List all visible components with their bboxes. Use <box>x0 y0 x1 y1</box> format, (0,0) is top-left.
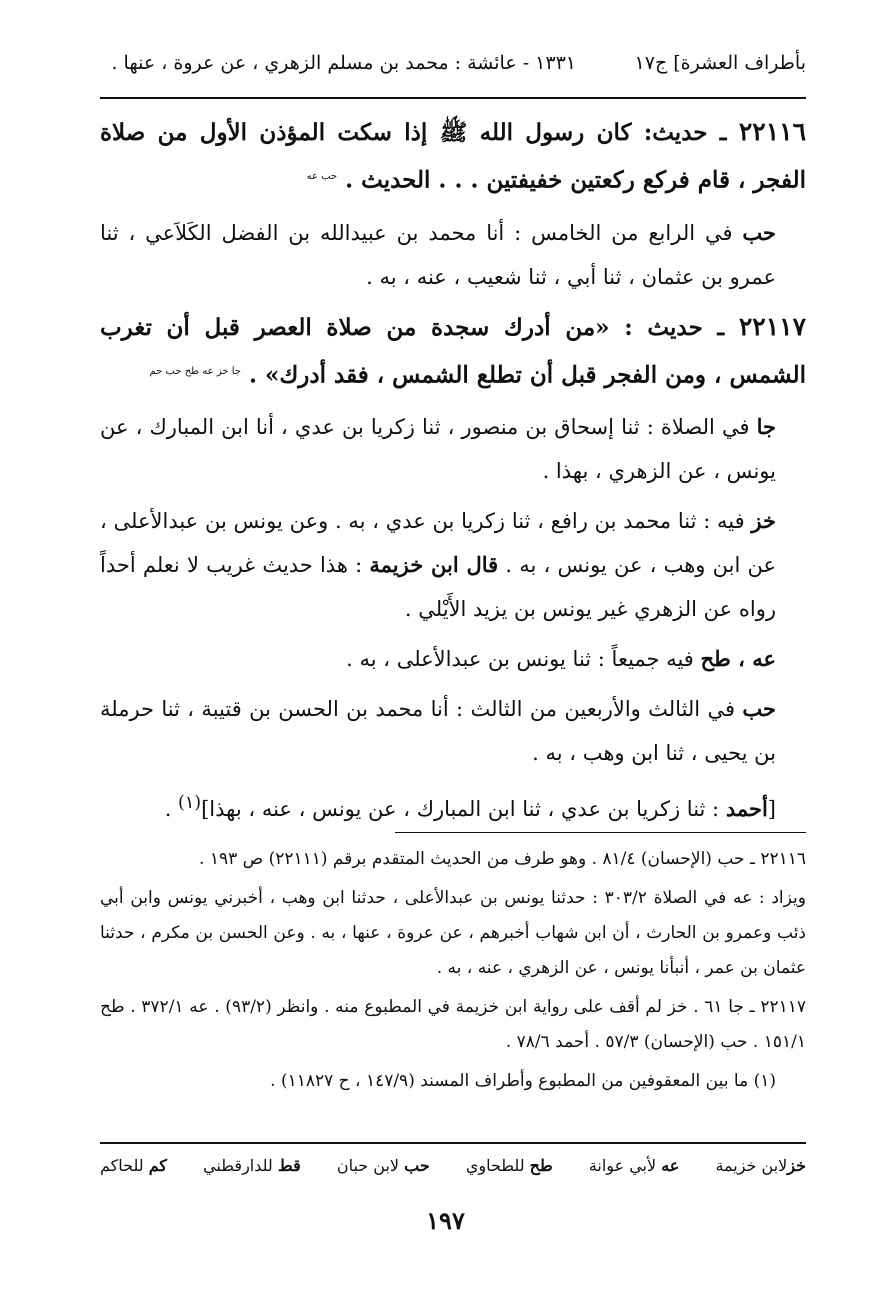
abbreviations-rule <box>100 1142 806 1144</box>
chain-paragraph <box>100 499 806 631</box>
author-comment-label: قال ابن خزيمة <box>369 552 499 578</box>
source-code: خز <box>751 508 776 534</box>
chain-paragraph <box>100 405 806 493</box>
footnote: ٢٢١١٧ ـ جا ٦١ . خز لم أقف على رواية ابن خزيمة في المطبوع منه . وانظر (٩٣/٢) . عه ٣٧٢/١ . طح ١٥١/١ . حب (الإحسان) ٥٧/٣ . أحمد ٧٨/٦ . <box>100 997 806 1052</box>
abbreviation-label: لأبي عوانة <box>588 1156 657 1175</box>
source-code: حب <box>742 219 776 245</box>
abbreviation-code: عه <box>661 1156 680 1175</box>
bracket-open: [ <box>767 797 776 822</box>
chain-text: في الصلاة : ثنا إسحاق بن منصور ، ثنا زكريا بن عدي ، أنا ابن المبارك ، عن يونس ، عن الزهري ، بهذا . <box>100 415 776 484</box>
abbreviation <box>100 1156 167 1175</box>
abbreviation-code: خز <box>787 1156 806 1175</box>
abbreviation-label: للحاكم <box>100 1156 144 1175</box>
abbreviation <box>203 1156 301 1175</box>
chain-text: في الرابع من الخامس : أنا محمد بن عبيدالله بن الفضل الكَلاَعي ، ثنا عمرو بن عثمان ، ثنا أبي ، ثنا شعيب ، عنه ، به . <box>100 220 776 289</box>
source-code: جا <box>756 414 776 440</box>
running-header <box>100 52 806 86</box>
header-topic: ١٣٣١ - عائشة : محمد بن مسلم الزهري ، عن عروة ، عنها . <box>111 52 576 74</box>
footnotes <box>100 842 806 1103</box>
footnote: ٢٢١١٦ ـ حب (الإحسان) ٨١/٤ . وهو طرف من الحديث المتقدم برقم (٢٢١١١) ص ١٩٣ . <box>199 849 806 869</box>
chain-text: فيه : ثنا محمد بن رافع ، ثنا زكريا بن عدي ، به . وعن يونس بن عبدالأعلى ، عن ابن وهب ، عن يونس ، به . <box>100 509 776 578</box>
chain-paragraph <box>100 687 806 775</box>
chain-paragraph <box>100 211 806 299</box>
chain-text: : هذا حديث غريب لا نعلم أحداً رواه عن الزهري غير يونس بن يزيد الأَيْلي . <box>100 553 776 622</box>
hadith-22117 <box>100 305 806 398</box>
hadith-title: ـ حديث: كان رسول الله ﷺ إذا سكت المؤذن الأول من صلاة الفجر ، قام فركع ركعتين خفيفتين . . . الحديث . <box>100 119 806 194</box>
chain-text: : ثنا زكريا بن عدي ، ثنا ابن المبارك ، عن يونس ، عنه ، بهذا] <box>201 797 726 822</box>
chain-text: فيه جميعاً : ثنا يونس بن عبدالأعلى ، به . <box>346 647 701 672</box>
hadith-number: ٢٢١١٦ <box>738 117 806 146</box>
header-rule <box>100 97 806 99</box>
main-text <box>100 110 806 837</box>
abbreviation-label: للدارقطني <box>203 1156 273 1175</box>
abbreviations-key <box>100 1156 806 1175</box>
page-number: ١٩٧ <box>426 1206 465 1235</box>
source-code: عه ، طح <box>700 646 776 672</box>
abbreviation <box>589 1156 680 1175</box>
chain-paragraph <box>100 781 806 831</box>
abbreviation <box>466 1156 553 1175</box>
source-symbols: جا خز عه طح حب حم <box>149 365 241 377</box>
footnote: ويزاد : عه في الصلاة ٣٠٣/٢ : حدثنا يونس بن عبدالأعلى ، حدثنا ابن وهب ، أخبرني يونس وابن أبي ذئب وعمرو بن الحارث ، أن ابن شهاب أخبرهم ، عن عروة ، عنها ، به . وعن الحسن بن مكرم ، حدثنا عثمان بن عمر ، أنبأنا يونس ، عن الزهري ، عنه ، به . <box>100 888 806 978</box>
chain-paragraph <box>100 637 806 681</box>
abbreviation-label: لابن خزيمة <box>715 1156 788 1175</box>
footnote-rule <box>395 832 806 833</box>
source-code: حب <box>742 696 776 722</box>
hadith-22116 <box>100 110 806 203</box>
abbreviation-code: قط <box>277 1156 301 1175</box>
header-book-title: بأطراف العشرة] ج١٧ <box>634 52 806 74</box>
abbreviation-code: كم <box>148 1156 168 1175</box>
abbreviation-code: حب <box>404 1156 430 1175</box>
abbreviation-label: للطحاوي <box>465 1156 525 1175</box>
source-symbols: حب عه <box>306 171 338 182</box>
hadith-number: ٢٢١١٧ <box>738 311 806 341</box>
source-code: أحمد <box>725 796 768 822</box>
hadith-title: ـ حديث : «من أدرك سجدة من صلاة العصر قبل أن تغرب الشمس ، ومن الفجر قبل أن تطلع الشمس ، فقد أدرك» . <box>100 313 806 389</box>
abbreviation <box>337 1156 430 1175</box>
footnote-marker: (١) <box>178 793 202 814</box>
chain-text: في الثالث والأربعين من الثالث : أنا محمد بن الحسن بن قتيبة ، ثنا حرملة بن يحيى ، ثنا ابن وهب ، به . <box>100 697 776 766</box>
footnote: (١) ما بين المعقوفين من المطبوع وأطراف المسند (١٤٧/٩ ، ح ١١٨٢٧) . <box>270 1071 776 1091</box>
abbreviation-code: طح <box>529 1156 553 1175</box>
abbreviation-label: لابن حبان <box>336 1156 400 1175</box>
period: . <box>164 797 179 822</box>
abbreviation <box>715 1156 806 1175</box>
